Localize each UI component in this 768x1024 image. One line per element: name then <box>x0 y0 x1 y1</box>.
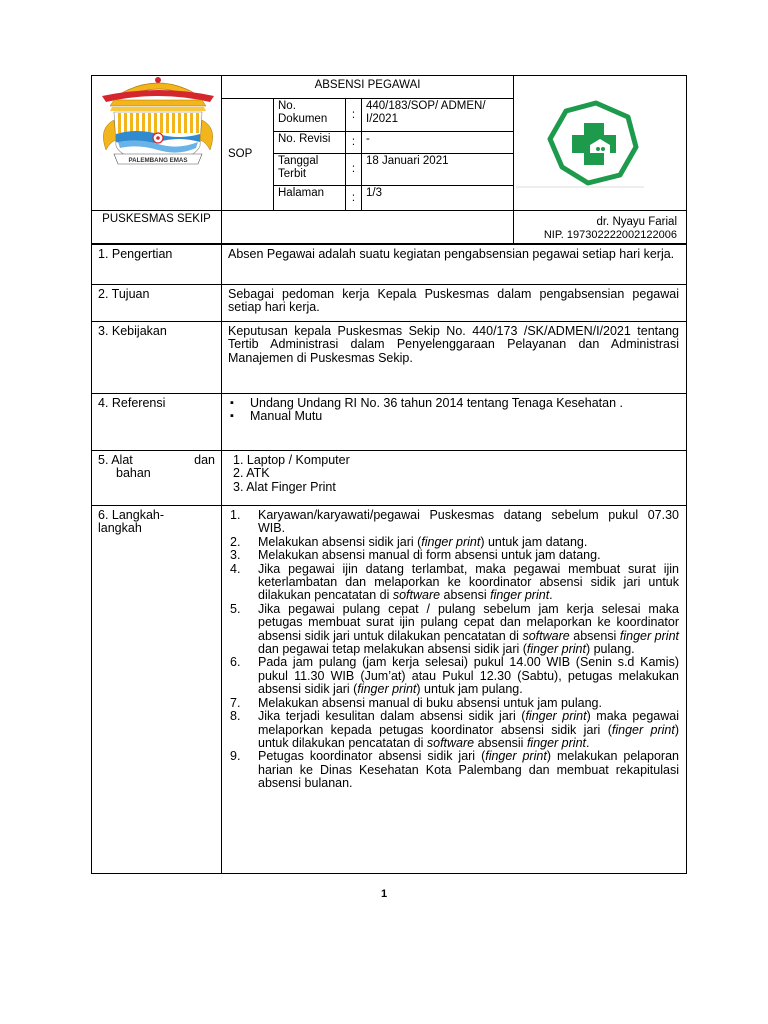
step-text: Pada jam pulang (jam kerja selesai) pukul 14.00 WIB (Senin s.d Kamis) pukul 11.30 WIB (Jum’at) atau Pukul 12.30 (Sabtu), petugas melakukan absensi sidik jari ( <box>258 655 679 697</box>
step-number: 5. <box>230 601 241 616</box>
list-item: 2. ATK <box>233 466 270 481</box>
sop-header-table <box>91 75 687 244</box>
step-text: absensii <box>474 735 527 750</box>
sop-label: SOP <box>222 99 274 211</box>
org-name: PUSKESMAS SEKIP <box>92 211 222 244</box>
section-label-text: dan <box>194 453 215 467</box>
signer-name: dr. Nyayu Farial <box>596 216 677 228</box>
meta-label-no-revisi: No. Revisi <box>274 132 346 154</box>
section-label-langkah <box>92 506 222 874</box>
section-referensi-list <box>222 394 687 451</box>
step-item <box>228 563 679 603</box>
step-text: . <box>549 588 553 603</box>
meta-value-no-dokumen: 440/183/SOP/ ADMEN/ I/2021 <box>362 99 514 132</box>
step-text: ) untuk jam datang. <box>480 534 588 549</box>
signature-block <box>514 211 687 244</box>
step-number: 7. <box>230 695 241 710</box>
meta-value-no-revisi: - <box>362 132 514 154</box>
step-item <box>228 710 679 750</box>
step-item <box>228 750 679 790</box>
section-label-pengertian: 1. Pengertian <box>92 245 222 285</box>
step-number: 4. <box>230 561 241 576</box>
emblem-banner-text: PALEMBANG EMAS <box>128 157 188 164</box>
section-label-text: 6. Langkah- <box>98 508 165 522</box>
meta-label-tanggal-terbit: Tanggal Terbit <box>274 154 346 186</box>
step-number: 8. <box>230 709 241 724</box>
step-text: Karyawan/karyawati/pegawai Puskesmas datang sebelum pukul 07.30 WIB. <box>258 508 679 536</box>
step-item <box>228 536 679 549</box>
section-label-kebijakan: 3. Kebijakan <box>92 322 222 394</box>
step-text: . <box>586 735 590 750</box>
meta-value-tanggal-terbit: 18 Januari 2021 <box>362 154 514 186</box>
section-label-referensi: 4. Referensi <box>92 394 222 451</box>
meta-colon: : <box>346 154 362 186</box>
meta-colon: : <box>346 186 362 211</box>
step-text-italic: finger print <box>619 628 679 643</box>
city-emblem-cell <box>92 76 222 211</box>
step-text-italic: software <box>392 588 441 603</box>
step-text: Melakukan absensi manual di form absensi untuk jam datang. <box>258 548 601 563</box>
palembang-emblem-logo <box>94 76 222 172</box>
step-text: dan pegawai tetap melakukan absensi sidik jari ( <box>258 642 527 657</box>
list-item: ▪ Manual Mutu <box>228 410 679 423</box>
list-item: ▪ Undang Undang RI No. 36 tahun 2014 tentang Tenaga Kesehatan . <box>228 397 679 410</box>
list-item: 3. Alat Finger Print <box>233 479 336 494</box>
meta-value-halaman: 1/3 <box>362 186 514 211</box>
step-text: ) untuk dilakukan pencatatan di <box>258 722 680 750</box>
empty-center-cell <box>222 211 514 244</box>
section-alat-list <box>222 451 687 506</box>
step-item <box>228 603 679 657</box>
step-item <box>228 697 679 710</box>
step-text: ) melakukan pelaporan harian ke Dinas Kesehatan Kota Palembang dan membuat rekapitulasi absensi bulanan. <box>258 749 679 791</box>
section-text-tujuan: Sebagai pedoman kerja Kepala Puskesmas dalam pengabsensian pegawai setiap hari kerja. <box>222 285 687 322</box>
steps-list <box>228 509 679 791</box>
step-text-italic: finger print <box>611 722 675 737</box>
step-text: ) maka pegawai melaporkan kepada petugas koordinator absensi sidik jari ( <box>258 709 679 737</box>
step-text: Melakukan absensi manual di buku absensi untuk jam pulang. <box>258 695 602 710</box>
step-text: absensi <box>440 588 491 603</box>
step-text-italic: finger print <box>526 735 586 750</box>
list-item: 1. Laptop / Komputer <box>233 453 350 467</box>
puskesmas-logo-cell <box>514 76 687 211</box>
step-text: ) pulang. <box>585 642 635 657</box>
step-item <box>228 549 679 562</box>
section-row <box>92 394 687 451</box>
step-item <box>228 656 679 696</box>
sop-body-table <box>91 244 687 874</box>
step-text: Jika pegawai ijin datang terlambat, maka pegawai membuat surat ijin keterlambatan dan melaporkan ke koordinator absensi sidik jari untuk dilakukan pencatatan di <box>258 561 679 603</box>
signer-nip: NIP. 197302222002122006 <box>543 229 677 241</box>
section-row <box>92 451 687 506</box>
page-number: 1 <box>380 888 388 900</box>
meta-label-no-dokumen: No. Dokumen <box>274 99 346 132</box>
step-number: 9. <box>230 749 241 764</box>
step-text-italic: software <box>426 735 475 750</box>
step-text-italic: finger print <box>490 588 550 603</box>
section-row <box>92 245 687 285</box>
section-row <box>92 285 687 322</box>
step-number: 6. <box>230 655 241 670</box>
section-label-text: bahan <box>116 466 151 481</box>
section-row <box>92 322 687 394</box>
section-langkah-steps <box>222 506 687 874</box>
step-text: Melakukan absensi sidik jari ( <box>258 534 422 549</box>
step-number: 2. <box>230 534 241 549</box>
step-text: Jika terjadi kesulitan dalam absensi sidik jari ( <box>258 709 526 724</box>
section-row <box>92 506 687 874</box>
step-text-italic: software <box>522 628 570 643</box>
meta-colon: : <box>346 99 362 132</box>
step-number: 3. <box>230 548 241 563</box>
step-text-italic: finger print <box>357 682 417 697</box>
step-text-italic: finger print <box>485 749 547 764</box>
step-text: Petugas koordinator absensi sidik jari ( <box>258 749 486 764</box>
step-text-italic: finger print <box>421 534 481 549</box>
section-label-text: langkah <box>98 521 142 536</box>
section-text-kebijakan: Keputusan kepala Puskesmas Sekip No. 440/173 /SK/ADMEN/I/2021 tentang Tertib Administrasi dalam Penyelenggaraan Pelayanan dan Administrasi Manajemen di Puskesmas Sekip. <box>222 322 687 394</box>
step-item <box>228 509 679 536</box>
section-label-tujuan: 2. Tujuan <box>92 285 222 322</box>
section-label-text: 5. Alat <box>98 453 133 467</box>
section-text-pengertian: Absen Pegawai adalah suatu kegiatan pengabsensian pegawai setiap hari kerja. <box>222 245 687 285</box>
step-text-italic: finger print <box>526 642 586 657</box>
meta-label-halaman: Halaman <box>274 186 346 211</box>
puskesmas-logo <box>514 95 686 191</box>
step-number: 1. <box>230 508 241 522</box>
step-text: ) untuk jam pulang. <box>416 682 523 697</box>
document-title: ABSENSI PEGAWAI <box>222 76 514 99</box>
step-text: Jika pegawai pulang cepat / pulang sebelum jam kerja selesai maka petugas membuat surat ijin pulang cepat dan melaporkan ke koordinator absensi sidik jari untuk dilakukan pencatatan di <box>258 601 679 643</box>
step-text: absensi <box>569 628 620 643</box>
step-text-italic: finger print <box>525 709 587 724</box>
section-label-alat-bahan <box>92 451 222 506</box>
meta-colon: : <box>346 132 362 154</box>
